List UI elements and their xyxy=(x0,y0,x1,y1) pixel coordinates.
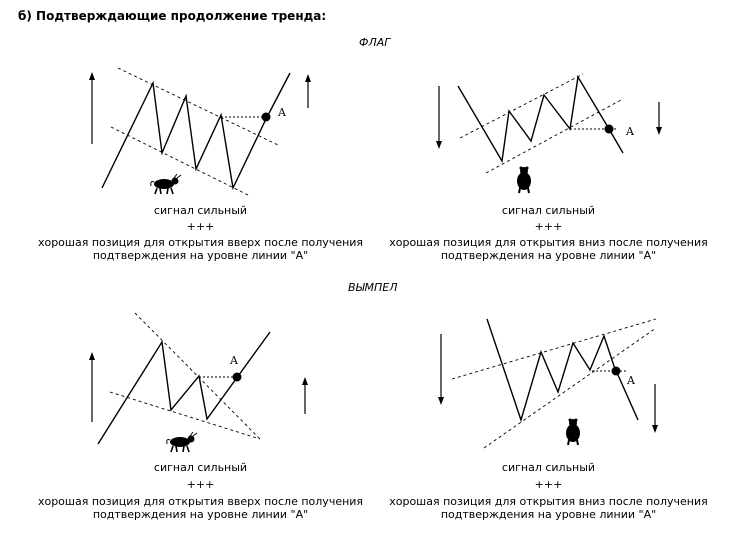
flag-bull-panel xyxy=(28,58,373,268)
arrowhead-up-icon xyxy=(302,377,308,385)
rating-label: +++ xyxy=(186,478,215,491)
description-line: хорошая позиция для открытия вверх после получения xyxy=(37,236,364,249)
signal-label: сигнал сильный xyxy=(501,461,596,474)
arrowhead-up-icon xyxy=(305,74,311,82)
flag-section-title: ФЛАГ xyxy=(359,36,391,49)
rating-label: +++ xyxy=(534,220,563,233)
pennant-section-title: ВЫМПЕЛ xyxy=(348,281,398,294)
description-line: хорошая позиция для открытия вниз после получения xyxy=(389,495,708,508)
breakout-point xyxy=(262,113,271,122)
pennant-bull-diagram xyxy=(28,304,373,464)
description-line: подтверждения на уровне линии "А" xyxy=(92,508,309,521)
pennant-bear-panel xyxy=(376,304,721,524)
breakout-point xyxy=(605,125,614,134)
signal-label: сигнал сильный xyxy=(501,204,596,217)
arrowhead-down-icon xyxy=(656,127,662,135)
bear-icon xyxy=(517,167,531,194)
bull-icon xyxy=(151,174,181,194)
price-line xyxy=(102,73,290,188)
pennant-lower-boundary xyxy=(110,392,260,439)
breakout-point xyxy=(233,373,242,382)
flag-lower-boundary xyxy=(486,100,621,173)
description-line: хорошая позиция для открытия вверх после получения xyxy=(37,495,364,508)
description-line: подтверждения на уровне линии "А" xyxy=(440,249,657,262)
pennant-bear-diagram xyxy=(376,304,721,464)
description-line: подтверждения на уровне линии "А" xyxy=(440,508,657,521)
signal-label: сигнал сильный xyxy=(153,461,248,474)
flag-bear-panel xyxy=(376,58,721,268)
arrowhead-down-icon xyxy=(436,141,442,149)
bull-icon xyxy=(167,432,197,452)
description-line: подтверждения на уровне линии "А" xyxy=(92,249,309,262)
pennant-upper-boundary xyxy=(452,319,656,379)
breakout-point xyxy=(612,367,621,376)
arrowhead-down-icon xyxy=(438,397,444,405)
arrowhead-up-icon xyxy=(89,352,95,360)
rating-label: +++ xyxy=(186,220,215,233)
price-line xyxy=(98,332,270,444)
rating-label: +++ xyxy=(534,478,563,491)
level-a-label: A xyxy=(627,374,635,387)
page-heading: б) Подтверждающие продолжение тренда: xyxy=(18,9,327,23)
arrowhead-up-icon xyxy=(89,72,95,80)
level-a-label: A xyxy=(230,354,238,367)
arrowhead-down-icon xyxy=(652,425,658,433)
signal-label: сигнал сильный xyxy=(153,204,248,217)
description-line: хорошая позиция для открытия вниз после получения xyxy=(389,236,708,249)
flag-bull-diagram xyxy=(28,58,373,208)
price-line xyxy=(458,77,623,161)
pennant-bull-panel xyxy=(28,304,373,524)
bear-icon xyxy=(566,419,580,446)
level-a-label: A xyxy=(626,125,634,138)
level-a-label: A xyxy=(278,106,286,119)
flag-bear-diagram xyxy=(376,58,721,208)
